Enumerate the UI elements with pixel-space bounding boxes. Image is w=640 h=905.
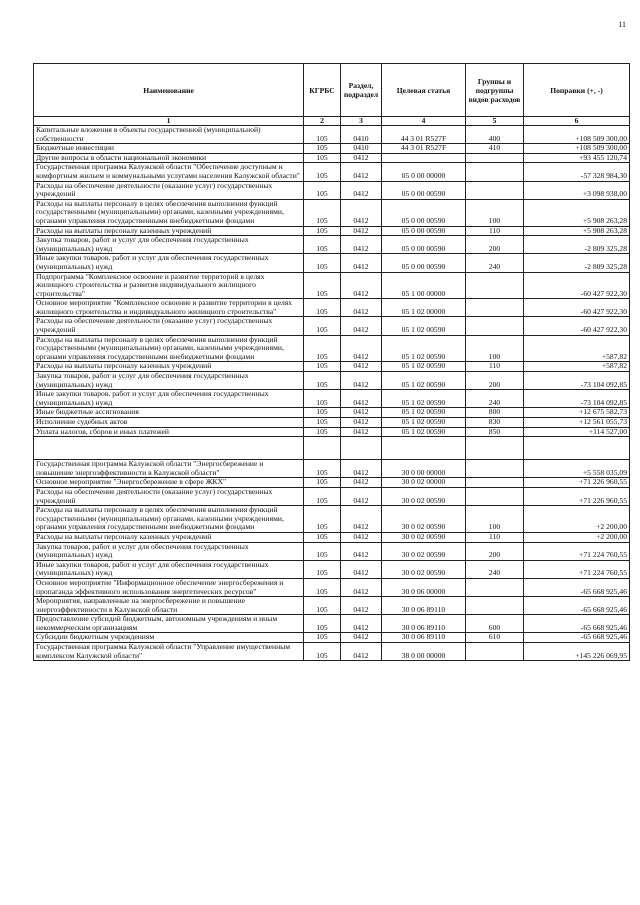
row-group: 110 [466, 532, 524, 542]
row-section: 0412 [341, 597, 382, 615]
row-name: Основное мероприятие "Энергосбережение в сфере ЖКХ" [34, 478, 304, 488]
row-name: Закупка товаров, работ и услуг для обеспечения государственных (муниципальных) нужд [34, 372, 304, 390]
row-group [466, 643, 524, 661]
row-kgrbs: 105 [304, 335, 341, 362]
column-number: 3 [341, 117, 382, 126]
row-group [466, 163, 524, 181]
row-amount: +108 509 300,00 [524, 144, 630, 154]
header-section: Раздел, подраздел [341, 64, 382, 117]
row-section: 0412 [341, 236, 382, 254]
row-amount: -60 427 922,30 [524, 299, 630, 317]
row-amount: -65 668 925,46 [524, 597, 630, 615]
row-target: 30 0 06 89110 [382, 597, 466, 615]
row-amount: -65 668 925,46 [524, 578, 630, 596]
row-kgrbs: 105 [304, 460, 341, 478]
row-section: 0412 [341, 408, 382, 418]
row-amount: +5 908 263,28 [524, 199, 630, 226]
row-section: 0412 [341, 532, 382, 542]
row-target: 30 0 06 00000 [382, 578, 466, 596]
row-target: 30 0 02 00590 [382, 560, 466, 578]
row-kgrbs: 105 [304, 317, 341, 335]
row-name: Закупка товаров, работ и услуг для обеспечения государственных (муниципальных) нужд [34, 236, 304, 254]
row-section: 0412 [341, 317, 382, 335]
table-row [34, 437, 630, 460]
row-group: 100 [466, 199, 524, 226]
budget-amendments-table [33, 63, 630, 661]
table-body [34, 126, 630, 661]
row-section: 0410 [341, 126, 382, 144]
row-group [466, 437, 524, 460]
row-kgrbs: 105 [304, 144, 341, 154]
row-group: 110 [466, 226, 524, 236]
table-row [34, 236, 630, 254]
row-kgrbs: 105 [304, 633, 341, 643]
row-amount: -2 809 325,28 [524, 254, 630, 272]
row-target: 05 1 02 00590 [382, 408, 466, 418]
row-amount: +12 561 055,73 [524, 418, 630, 428]
row-group [466, 478, 524, 488]
row-target: 30 0 06 89110 [382, 633, 466, 643]
row-target: 44 3 01 R527F [382, 144, 466, 154]
table-row [34, 460, 630, 478]
row-name: Расходы на выплаты персоналу казенных учреждений [34, 362, 304, 372]
row-section: 0412 [341, 226, 382, 236]
row-kgrbs [304, 437, 341, 460]
row-target: 05 0 00 00590 [382, 199, 466, 226]
row-kgrbs: 105 [304, 506, 341, 533]
row-group: 240 [466, 390, 524, 408]
header-target: Целевая статья [382, 64, 466, 117]
table-row [34, 335, 630, 362]
row-kgrbs: 105 [304, 254, 341, 272]
row-group: 830 [466, 418, 524, 428]
row-kgrbs: 105 [304, 542, 341, 560]
row-target: 30 0 02 00590 [382, 532, 466, 542]
row-name: Иные закупки товаров, работ и услуг для обеспечения государственных (муниципальных) нужд [34, 254, 304, 272]
row-target [382, 437, 466, 460]
row-name: Мероприятия, направленные на энергосбережение и повышение энергоэффективности в Калужской области [34, 597, 304, 615]
row-kgrbs: 105 [304, 163, 341, 181]
row-amount: -60 427 922,30 [524, 317, 630, 335]
table-row [34, 317, 630, 335]
table-header-row [34, 64, 630, 117]
row-group: 400 [466, 126, 524, 144]
row-section: 0412 [341, 199, 382, 226]
row-section: 0412 [341, 487, 382, 505]
table-row [34, 418, 630, 428]
row-kgrbs: 105 [304, 427, 341, 437]
row-amount: +587,82 [524, 362, 630, 372]
row-section: 0412 [341, 643, 382, 661]
row-section: 0412 [341, 153, 382, 163]
column-number: 5 [466, 117, 524, 126]
page-number: 11 [618, 20, 626, 29]
row-target: 05 1 02 00590 [382, 335, 466, 362]
table-row [34, 427, 630, 437]
row-amount: -73 104 092,85 [524, 390, 630, 408]
row-name: Капитальные вложения в объекты государственной (муниципальной) собственности [34, 126, 304, 144]
row-amount: -2 809 325,28 [524, 236, 630, 254]
row-group: 800 [466, 408, 524, 418]
row-kgrbs: 105 [304, 487, 341, 505]
row-amount [524, 437, 630, 460]
column-number: 6 [524, 117, 630, 126]
row-target: 05 1 02 00590 [382, 372, 466, 390]
row-name: Предоставление субсидий бюджетным, автономным учреждениям и иным некоммерческим организациям [34, 615, 304, 633]
row-target: 30 0 02 00000 [382, 478, 466, 488]
table-row [34, 532, 630, 542]
row-section: 0412 [341, 272, 382, 299]
row-section: 0412 [341, 254, 382, 272]
row-name: Расходы на выплаты персоналу в целях обеспечения выполнения функций государственными (муниципальными) органами, казенными учреждениями, органами управления государственными внебюджетными фондами [34, 506, 304, 533]
row-name: Расходы на выплаты персоналу в целях обеспечения выполнения функций государственными (муниципальными) органами, казенными учреждениями, органами управления государственными внебюджетными фондами [34, 199, 304, 226]
table-row [34, 643, 630, 661]
row-amount: +587,82 [524, 335, 630, 362]
row-section: 0412 [341, 372, 382, 390]
row-group [466, 272, 524, 299]
table-row [34, 487, 630, 505]
row-amount: +93 455 120,74 [524, 153, 630, 163]
row-group [466, 317, 524, 335]
row-target: 44 3 01 R527F [382, 126, 466, 144]
row-kgrbs: 105 [304, 408, 341, 418]
row-name: Бюджетные инвестиции [34, 144, 304, 154]
row-target: 05 0 00 00000 [382, 163, 466, 181]
row-amount: +71 226 960,55 [524, 487, 630, 505]
row-target: 05 0 00 00590 [382, 254, 466, 272]
row-name: Уплата налогов, сборов и иных платежей [34, 427, 304, 437]
row-target: 05 1 02 00590 [382, 427, 466, 437]
row-amount: +5 558 035,09 [524, 460, 630, 478]
row-name: Расходы на выплаты персоналу в целях обеспечения выполнения функций государственными (муниципальными) органами, казенными учреждениями, органами управления государственными внебюджетными фондами [34, 335, 304, 362]
row-target: 30 0 02 00590 [382, 487, 466, 505]
row-amount: +114 527,00 [524, 427, 630, 437]
row-kgrbs: 105 [304, 532, 341, 542]
row-section: 0412 [341, 478, 382, 488]
row-amount: +108 509 300,00 [524, 126, 630, 144]
row-amount: +71 224 760,55 [524, 560, 630, 578]
row-name: Расходы на выплаты персоналу казенных учреждений [34, 532, 304, 542]
row-group [466, 181, 524, 199]
row-section: 0412 [341, 390, 382, 408]
row-kgrbs: 105 [304, 578, 341, 596]
row-section: 0412 [341, 335, 382, 362]
header-name: Наименование [34, 64, 304, 117]
header-amendment: Поправки (+, -) [524, 64, 630, 117]
row-kgrbs: 105 [304, 560, 341, 578]
row-name: Расходы на обеспечение деятельности (оказание услуг) государственных учреждений [34, 317, 304, 335]
column-number: 1 [34, 117, 304, 126]
row-group: 610 [466, 633, 524, 643]
row-name: Иные бюджетные ассигнования [34, 408, 304, 418]
row-kgrbs: 105 [304, 643, 341, 661]
row-kgrbs: 105 [304, 372, 341, 390]
row-target: 05 1 02 00590 [382, 390, 466, 408]
row-group: 600 [466, 615, 524, 633]
row-group [466, 299, 524, 317]
table-row [34, 163, 630, 181]
row-amount: +5 908 263,28 [524, 226, 630, 236]
row-section: 0410 [341, 144, 382, 154]
row-target: 05 0 00 00590 [382, 236, 466, 254]
row-kgrbs: 105 [304, 418, 341, 428]
header-group: Группы и подгруппы видов расходов [466, 64, 524, 117]
row-section: 0412 [341, 427, 382, 437]
row-group: 240 [466, 560, 524, 578]
row-kgrbs: 105 [304, 181, 341, 199]
row-section: 0412 [341, 362, 382, 372]
column-number: 2 [304, 117, 341, 126]
row-target: 30 0 02 00590 [382, 506, 466, 533]
row-target: 30 0 00 00000 [382, 460, 466, 478]
row-target: 05 0 00 00590 [382, 181, 466, 199]
table-row [34, 199, 630, 226]
row-name: Подпрограмма "Комплексное освоение и развитие территорий в целях жилищного строительства и развития индивидуального жилищного строительства" [34, 272, 304, 299]
row-kgrbs: 105 [304, 272, 341, 299]
row-section: 0412 [341, 181, 382, 199]
header-kgrbs: КГРБС [304, 64, 341, 117]
row-name: Государственная программа Калужской области "Управление имущественным комплексом Калужской области" [34, 643, 304, 661]
row-target: 30 0 06 89110 [382, 615, 466, 633]
row-name: Расходы на выплаты персоналу казенных учреждений [34, 226, 304, 236]
row-amount: +145 226 069,95 [524, 643, 630, 661]
row-target: 30 0 02 00590 [382, 542, 466, 560]
row-amount: +71 226 960,55 [524, 478, 630, 488]
row-group: 200 [466, 372, 524, 390]
table-row [34, 560, 630, 578]
row-section: 0412 [341, 560, 382, 578]
row-section: 0412 [341, 578, 382, 596]
row-group [466, 487, 524, 505]
column-number: 4 [382, 117, 466, 126]
row-kgrbs: 105 [304, 362, 341, 372]
row-name: Исполнение судебных актов [34, 418, 304, 428]
row-group [466, 153, 524, 163]
row-section: 0412 [341, 460, 382, 478]
row-amount: -73 104 092,85 [524, 372, 630, 390]
table-row [34, 126, 630, 144]
row-kgrbs: 105 [304, 299, 341, 317]
row-section: 0412 [341, 506, 382, 533]
row-target: 05 1 02 00000 [382, 299, 466, 317]
row-name: Основное мероприятие "Информационное обеспечение энергосбережения и пропаганда эффективного использования энергетических ресурсов" [34, 578, 304, 596]
row-group: 850 [466, 427, 524, 437]
row-target: 05 1 02 00590 [382, 317, 466, 335]
row-target: 05 0 00 00590 [382, 226, 466, 236]
row-group [466, 578, 524, 596]
table-row [34, 181, 630, 199]
table-row [34, 542, 630, 560]
table-row [34, 299, 630, 317]
table-row [34, 144, 630, 154]
row-name: Закупка товаров, работ и услуг для обеспечения государственных (муниципальных) нужд [34, 542, 304, 560]
row-kgrbs: 105 [304, 126, 341, 144]
row-target [382, 153, 466, 163]
table-row [34, 615, 630, 633]
row-target: 05 1 02 00590 [382, 362, 466, 372]
row-name: Расходы на обеспечение деятельности (оказание услуг) государственных учреждений [34, 487, 304, 505]
table-row [34, 254, 630, 272]
row-amount: +2 200,00 [524, 532, 630, 542]
row-kgrbs: 105 [304, 199, 341, 226]
row-target: 38 0 00 00000 [382, 643, 466, 661]
row-amount: -65 668 925,46 [524, 615, 630, 633]
row-kgrbs: 105 [304, 236, 341, 254]
row-name: Другие вопросы в области национальной экономики [34, 153, 304, 163]
table-row [34, 578, 630, 596]
row-group: 410 [466, 144, 524, 154]
table-row [34, 506, 630, 533]
row-group: 100 [466, 506, 524, 533]
table-row [34, 272, 630, 299]
row-target: 05 1 00 00000 [382, 272, 466, 299]
row-kgrbs: 105 [304, 478, 341, 488]
row-amount: -60 427 922,30 [524, 272, 630, 299]
row-section: 0412 [341, 163, 382, 181]
row-amount: +2 200,00 [524, 506, 630, 533]
row-name: Иные закупки товаров, работ и услуг для обеспечения государственных (муниципальных) нужд [34, 560, 304, 578]
row-section: 0412 [341, 633, 382, 643]
row-amount: +71 224 760,55 [524, 542, 630, 560]
row-amount: -65 668 925,46 [524, 633, 630, 643]
row-name [34, 437, 304, 460]
table-row [34, 597, 630, 615]
row-amount: +12 675 582,73 [524, 408, 630, 418]
row-group: 240 [466, 254, 524, 272]
row-section: 0412 [341, 615, 382, 633]
row-target: 05 1 02 00590 [382, 418, 466, 428]
row-group: 100 [466, 335, 524, 362]
row-group [466, 460, 524, 478]
row-kgrbs: 105 [304, 153, 341, 163]
row-group: 200 [466, 542, 524, 560]
row-section: 0412 [341, 542, 382, 560]
row-name: Государственная программа Калужской области "Обеспечение доступным и комфортным жильем и коммунальными услугами населения Калужской области" [34, 163, 304, 181]
row-section: 0412 [341, 418, 382, 428]
row-kgrbs: 105 [304, 390, 341, 408]
row-name: Иные закупки товаров, работ и услуг для обеспечения государственных (муниципальных) нужд [34, 390, 304, 408]
row-section [341, 437, 382, 460]
row-section: 0412 [341, 299, 382, 317]
row-amount: -57 328 984,30 [524, 163, 630, 181]
row-name: Субсидии бюджетным учреждениям [34, 633, 304, 643]
row-name: Основное мероприятие "Комплексное освоение и развитие территории в целях жилищного строительства и индивидуального жилищного строительства" [34, 299, 304, 317]
row-kgrbs: 105 [304, 615, 341, 633]
row-kgrbs: 105 [304, 597, 341, 615]
row-name: Расходы на обеспечение деятельности (оказание услуг) государственных учреждений [34, 181, 304, 199]
table-row [34, 390, 630, 408]
row-group [466, 597, 524, 615]
row-name: Государственная программа Калужской области "Энергосбережение и повышение энергоэффективности в Калужской области" [34, 460, 304, 478]
row-amount: +3 098 938,00 [524, 181, 630, 199]
row-group: 110 [466, 362, 524, 372]
row-group: 200 [466, 236, 524, 254]
table-row [34, 372, 630, 390]
row-kgrbs: 105 [304, 226, 341, 236]
